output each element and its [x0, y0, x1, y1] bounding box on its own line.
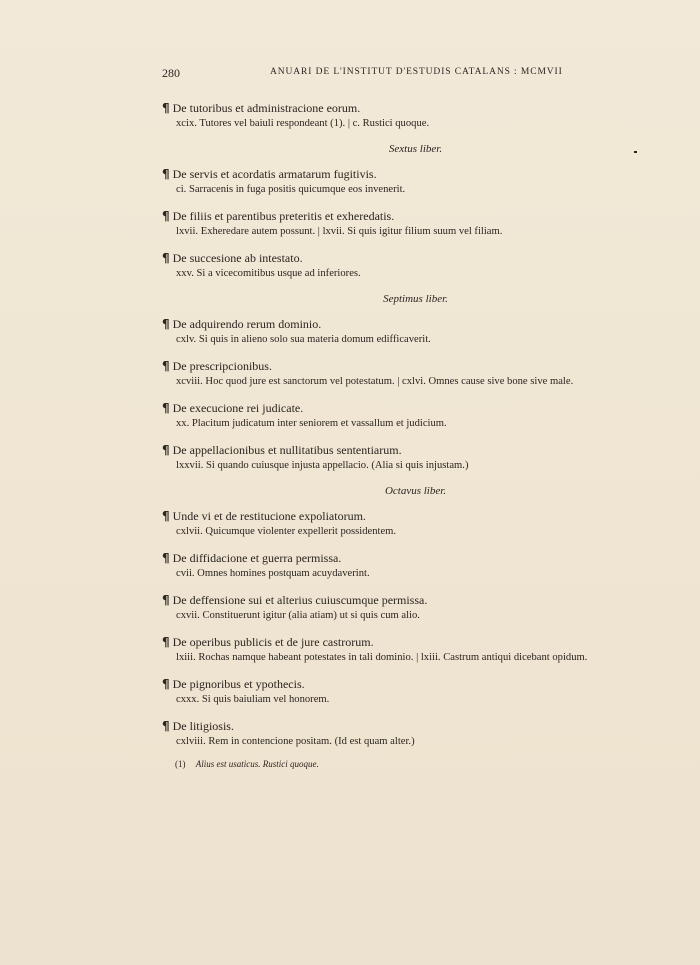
- rubric-title: De litigiosis.: [172, 719, 234, 733]
- rubric-title: De succesione ab intestato.: [172, 251, 303, 265]
- book-heading: Sextus liber.: [388, 143, 443, 155]
- rubric-citation: ci. Sarracenis in fuga positis quicumque eos invenerit.: [176, 184, 406, 195]
- rubric-citation: lxvii. Exheredare autem possunt. | lxvii. Si quis igitur filium suum vel filiam.: [176, 226, 503, 237]
- running-title: ANUARI DE L'INSTITUT D'ESTUDIS CATALANS : MCMVII: [270, 67, 563, 77]
- rubric-citation: cxlvii. Quicumque violenter expellerit possidentem.: [176, 526, 397, 537]
- rubric-entry: [162, 166, 629, 196]
- rubric-title-line: [162, 358, 629, 375]
- footnote: [175, 759, 319, 769]
- pilcrow-icon: ¶: [162, 209, 170, 223]
- rubric-title-line: [162, 250, 629, 267]
- rubric-entry: [162, 508, 629, 538]
- rubric-title: De operibus publicis et de jure castrorum.: [172, 635, 374, 649]
- rubric-title: De tutoribus et administracione eorum.: [172, 101, 361, 115]
- rubric-citation: cxxx. Si quis baiuliam vel honorem.: [176, 694, 330, 705]
- rubric-entry: [162, 550, 629, 580]
- rubric-citation: xxv. Si a vicecomitibus usque ad inferiores.: [176, 268, 361, 279]
- rubric-citation: cxvii. Constituerunt igitur (alia atiam) ut si quis cum alio.: [176, 610, 420, 621]
- rubric-citation: cxlv. Si quis in alieno solo sua materia domum edifficaverit.: [176, 334, 431, 345]
- rubric-title-line: [162, 166, 629, 183]
- pilcrow-icon: ¶: [162, 317, 170, 331]
- rubric-citation: cxlviii. Rem in contencione positam. (Id est quam alter.): [176, 736, 415, 747]
- rubric-title: De appellacionibus et nullitatibus sententiarum.: [172, 443, 402, 457]
- rubric-citation: xx. Placitum judicatum inter seniorem et vassallum et judicium.: [176, 418, 447, 429]
- rubric-title: De deffensione sui et alterius cuiuscumque permissa.: [172, 593, 428, 607]
- pilcrow-icon: ¶: [162, 593, 170, 607]
- pilcrow-icon: ¶: [162, 551, 170, 565]
- rubric-entry: [162, 100, 629, 130]
- rubric-title: De execucione rei judicate.: [172, 401, 304, 415]
- rubric-title-line: [162, 100, 629, 117]
- footnote-number: (1): [175, 759, 186, 769]
- page-number: 280: [162, 66, 180, 80]
- rubric-title-line: [162, 316, 629, 333]
- rubric-entry: [162, 634, 629, 664]
- document-body: [162, 100, 629, 760]
- rubric-citation: xcviii. Hoc quod jure est sanctorum vel potestatum. | cxlvi. Omnes cause sive bone sive male.: [176, 376, 574, 387]
- book-heading: Octavus liber.: [384, 485, 447, 497]
- rubric-title-line: [162, 208, 629, 225]
- rubric-entry: [162, 718, 629, 748]
- rubric-entry: [162, 250, 629, 280]
- rubric-citation: lxxvii. Si quando cuiusque injusta appellacio. (Alia si quis injustam.): [176, 460, 469, 471]
- rubric-title: De diffidacione et guerra permissa.: [172, 551, 342, 565]
- rubric-title: De adquirendo rerum dominio.: [172, 317, 322, 331]
- pilcrow-icon: ¶: [162, 443, 170, 457]
- rubric-entry: [162, 592, 629, 622]
- rubric-title: De servis et acordatis armatarum fugitivis.: [172, 167, 377, 181]
- rubric-citation: lxiii. Rochas namque habeant potestates in tali dominio. | lxiii. Castrum antiqui dicebant opidum.: [176, 652, 588, 663]
- rubric-title-line: [162, 634, 629, 651]
- rubric-entry: [162, 316, 629, 346]
- rubric-title: De filiis et parentibus preteritis et exheredatis.: [172, 209, 395, 223]
- rubric-entry: [162, 400, 629, 430]
- pilcrow-icon: ¶: [162, 635, 170, 649]
- rubric-citation: xcix. Tutores vel baiuli respondeant (1). | c. Rustici quoque.: [176, 118, 430, 129]
- footnote-text: Alius est usaticus. Rustici quoque.: [195, 759, 319, 769]
- rubric-title: De prescripcionibus.: [172, 359, 272, 373]
- pilcrow-icon: ¶: [162, 401, 170, 415]
- rubric-entry: [162, 442, 629, 472]
- rubric-citation: cvii. Omnes homines postquam acuydaverint.: [176, 568, 370, 579]
- rubric-title-line: [162, 676, 629, 693]
- pilcrow-icon: ¶: [162, 509, 170, 523]
- pilcrow-icon: ¶: [162, 677, 170, 691]
- pilcrow-icon: ¶: [162, 719, 170, 733]
- pilcrow-icon: ¶: [162, 101, 170, 115]
- rubric-title: De pignoribus et ypothecis.: [172, 677, 305, 691]
- pilcrow-icon: ¶: [162, 167, 170, 181]
- rubric-title-line: [162, 550, 629, 567]
- rubric-title-line: [162, 400, 629, 417]
- rubric-title-line: [162, 592, 629, 609]
- rubric-title-line: [162, 718, 629, 735]
- rubric-entry: [162, 358, 629, 388]
- rubric-entry: [162, 208, 629, 238]
- rubric-title: Unde vi et de restitucione expoliatorum.: [172, 509, 366, 523]
- book-heading: Septimus liber.: [383, 293, 448, 305]
- pilcrow-icon: ¶: [162, 251, 170, 265]
- rubric-title-line: [162, 508, 629, 525]
- pilcrow-icon: ¶: [162, 359, 170, 373]
- ink-speck: [634, 151, 637, 153]
- rubric-title-line: [162, 442, 629, 459]
- rubric-entry: [162, 676, 629, 706]
